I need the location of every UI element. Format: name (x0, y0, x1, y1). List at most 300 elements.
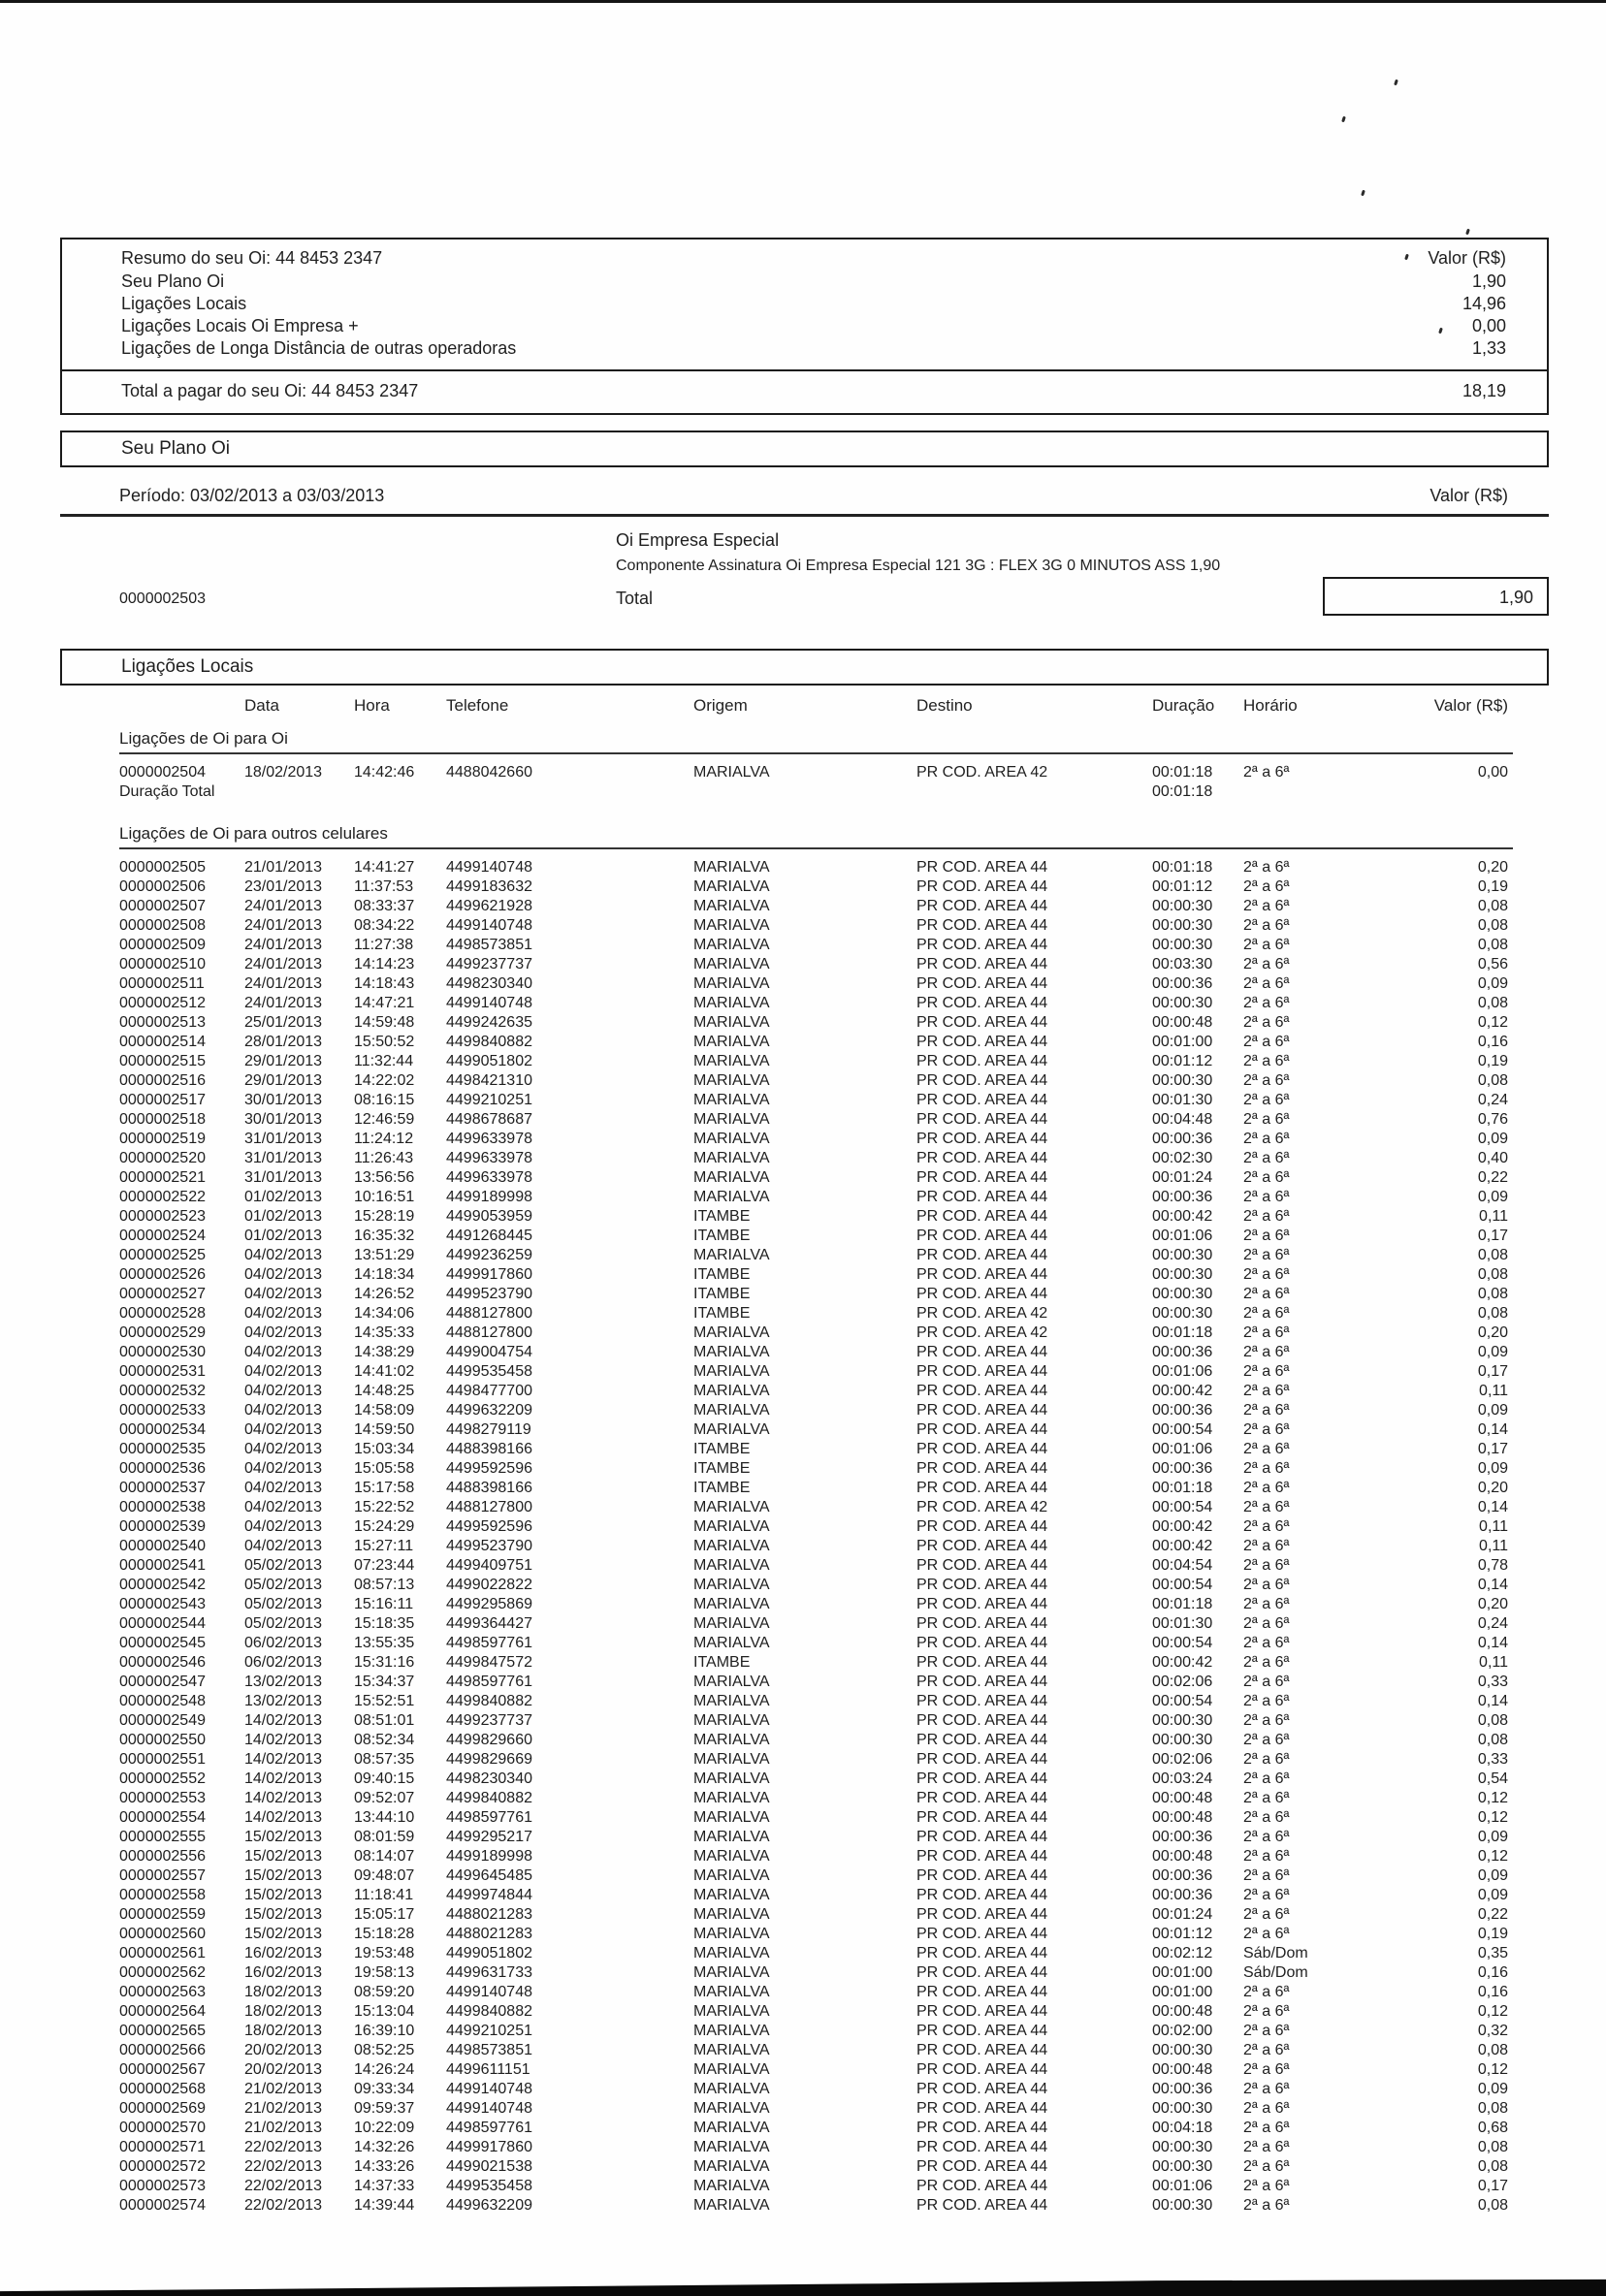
table-row (119, 2080, 1549, 2099)
call-date: 06/02/2013 (244, 1654, 323, 1671)
call-phone: 4499022822 (446, 1577, 532, 1593)
call-origin: MARIALVA (693, 1945, 770, 1961)
bill-content (60, 0, 1549, 2216)
call-duration: 00:00:36 (1152, 1829, 1213, 1845)
call-value: 0,56 (1477, 956, 1508, 973)
call-destination: PR COD. AREA 44 (916, 1790, 1048, 1806)
call-schedule: 2ª a 6ª (1243, 1189, 1290, 1205)
call-destination: PR COD. AREA 44 (916, 2120, 1048, 2136)
call-duration: 00:00:36 (1152, 2081, 1213, 2097)
call-time: 11:18:41 (354, 1887, 414, 1903)
call-destination: PR COD. AREA 42 (916, 1324, 1048, 1341)
call-duration: 00:00:30 (1152, 1305, 1213, 1322)
table-row (119, 1362, 1549, 1382)
call-phone: 4499840882 (446, 1790, 532, 1806)
call-date: 14/02/2013 (244, 1712, 323, 1729)
table-row (119, 2138, 1549, 2157)
call-date: 31/01/2013 (244, 1150, 323, 1166)
table-row (119, 1595, 1549, 1614)
call-time: 14:38:29 (354, 1344, 415, 1360)
call-duration: 00:00:36 (1152, 975, 1213, 992)
table-row (119, 1944, 1549, 1963)
call-date: 24/01/2013 (244, 975, 323, 992)
call-origin: MARIALVA (693, 1577, 770, 1593)
table-row (119, 1285, 1549, 1304)
call-duration: 00:01:06 (1152, 1363, 1213, 1380)
call-destination: PR COD. AREA 44 (916, 1557, 1048, 1574)
call-origin: MARIALVA (693, 1635, 770, 1651)
call-origin: ITAMBE (693, 1266, 751, 1283)
column-header-data: Data (244, 696, 279, 715)
call-origin: MARIALVA (693, 1092, 770, 1108)
call-schedule: 2ª a 6ª (1243, 937, 1290, 953)
call-phone: 4491268445 (446, 1228, 532, 1244)
table-row (119, 955, 1549, 974)
call-date: 05/02/2013 (244, 1577, 323, 1593)
summary-line-label: Seu Plano Oi (121, 271, 225, 291)
call-destination: PR COD. AREA 44 (916, 1926, 1048, 1942)
table-row (119, 2177, 1549, 2196)
call-origin: MARIALVA (693, 2197, 770, 2214)
call-date: 20/02/2013 (244, 2042, 323, 2058)
call-duration: 00:00:48 (1152, 1809, 1213, 1826)
call-origin: ITAMBE (693, 1228, 751, 1244)
call-origin: MARIALVA (693, 1169, 770, 1186)
call-duration: 00:03:30 (1152, 956, 1213, 973)
call-destination: PR COD. AREA 44 (916, 2197, 1048, 2214)
group-rows (119, 763, 1549, 802)
call-destination: PR COD. AREA 44 (916, 859, 1048, 876)
table-row (119, 2002, 1549, 2022)
call-origin: MARIALVA (693, 1596, 770, 1612)
call-destination: PR COD. AREA 44 (916, 1189, 1048, 1205)
call-id: 0000002526 (119, 1266, 206, 1283)
call-duration: 00:01:18 (1152, 764, 1213, 781)
call-destination: PR COD. AREA 44 (916, 1072, 1048, 1089)
table-row (119, 2022, 1549, 2041)
call-duration: 00:00:30 (1152, 937, 1213, 953)
call-value: 0,09 (1477, 1829, 1508, 1845)
call-origin: MARIALVA (693, 859, 770, 876)
call-phone: 4499840882 (446, 1693, 532, 1709)
call-phone: 4499535458 (446, 1363, 532, 1380)
call-phone: 4499632209 (446, 2197, 532, 2214)
table-row (119, 1168, 1549, 1188)
call-date: 05/02/2013 (244, 1596, 323, 1612)
call-time: 08:33:37 (354, 898, 415, 914)
call-id: 0000002527 (119, 1286, 206, 1302)
call-destination: PR COD. AREA 44 (916, 975, 1048, 992)
call-date: 14/02/2013 (244, 1770, 323, 1787)
call-time: 14:59:50 (354, 1421, 415, 1438)
call-destination: PR COD. AREA 44 (916, 898, 1048, 914)
call-id: 0000002556 (119, 1848, 206, 1865)
call-time: 15:31:16 (354, 1654, 415, 1671)
call-phone: 4499840882 (446, 1034, 532, 1050)
call-id: 0000002551 (119, 1751, 206, 1768)
call-destination: PR COD. AREA 42 (916, 1305, 1048, 1322)
divider (119, 847, 1513, 849)
table-row (119, 1905, 1549, 1925)
plan-item-code: 0000002503 (119, 590, 206, 607)
call-destination: PR COD. AREA 44 (916, 1829, 1048, 1845)
call-destination: PR COD. AREA 44 (916, 1460, 1048, 1477)
call-time: 15:05:58 (354, 1460, 415, 1477)
call-duration: 00:01:24 (1152, 1169, 1213, 1186)
call-phone: 4499974844 (446, 1887, 532, 1903)
call-schedule: Sáb/Dom (1243, 1945, 1308, 1961)
call-origin: MARIALVA (693, 2023, 770, 2039)
call-time: 08:52:25 (354, 2042, 415, 2058)
table-row (119, 1227, 1549, 1246)
call-origin: MARIALVA (693, 1518, 770, 1535)
call-origin: MARIALVA (693, 1674, 770, 1690)
call-schedule: 2ª a 6ª (1243, 878, 1290, 895)
call-duration: 00:04:48 (1152, 1111, 1213, 1128)
call-value: 0,24 (1477, 1092, 1508, 1108)
call-duration: 00:02:12 (1152, 1945, 1213, 1961)
call-value: 0,08 (1477, 1712, 1508, 1729)
call-time: 08:51:01 (354, 1712, 415, 1729)
call-duration: 00:01:30 (1152, 1092, 1213, 1108)
call-date: 04/02/2013 (244, 1499, 323, 1515)
table-row (119, 1130, 1549, 1149)
call-value: 0,12 (1477, 2003, 1508, 2020)
call-date: 16/02/2013 (244, 1964, 323, 1981)
call-destination: PR COD. AREA 44 (916, 1964, 1048, 1981)
call-origin: MARIALVA (693, 1150, 770, 1166)
call-time: 14:32:26 (354, 2139, 415, 2155)
call-duration: 00:00:42 (1152, 1654, 1213, 1671)
call-value: 0,09 (1477, 1189, 1508, 1205)
call-time: 15:27:11 (354, 1538, 414, 1554)
call-phone: 4488042660 (446, 764, 532, 781)
call-value: 0,16 (1477, 1984, 1508, 2000)
call-schedule: 2ª a 6ª (1243, 1732, 1290, 1748)
call-time: 08:34:22 (354, 917, 415, 934)
table-row (119, 2157, 1549, 2177)
call-id: 0000002538 (119, 1499, 206, 1515)
call-date: 04/02/2013 (244, 1518, 323, 1535)
call-time: 15:34:37 (354, 1674, 415, 1690)
call-id: 0000002518 (119, 1111, 206, 1128)
call-phone: 4499295869 (446, 1596, 532, 1612)
call-value: 0,11 (1479, 1383, 1508, 1399)
call-origin: ITAMBE (693, 1305, 751, 1322)
call-destination: PR COD. AREA 44 (916, 995, 1048, 1011)
call-phone: 4499364427 (446, 1615, 532, 1632)
call-phone: 4498421310 (446, 1072, 532, 1089)
call-value: 0,08 (1477, 1266, 1508, 1283)
table-row (119, 2119, 1549, 2138)
table-row (119, 1440, 1549, 1459)
call-id: 0000002534 (119, 1421, 206, 1438)
call-duration: 00:04:18 (1152, 2120, 1213, 2136)
plan-valor-header: Valor (R$) (1429, 486, 1508, 505)
call-destination: PR COD. AREA 44 (916, 1228, 1048, 1244)
call-time: 09:40:15 (354, 1770, 415, 1787)
call-destination: PR COD. AREA 44 (916, 1906, 1048, 1923)
call-schedule: 2ª a 6ª (1243, 1984, 1290, 2000)
call-value: 0,54 (1477, 1770, 1508, 1787)
call-phone: 4499237737 (446, 956, 532, 973)
call-time: 11:26:43 (354, 1150, 414, 1166)
call-duration: 00:00:48 (1152, 2003, 1213, 2020)
call-origin: MARIALVA (693, 1693, 770, 1709)
call-schedule: 2ª a 6ª (1243, 2120, 1290, 2136)
call-value: 0,16 (1477, 1034, 1508, 1050)
call-duration: 00:00:54 (1152, 1635, 1213, 1651)
call-schedule: 2ª a 6ª (1243, 1848, 1290, 1865)
call-destination: PR COD. AREA 44 (916, 1809, 1048, 1826)
call-duration: 00:00:48 (1152, 1790, 1213, 1806)
table-row (119, 1556, 1549, 1576)
call-phone: 4499140748 (446, 917, 532, 934)
call-id: 0000002554 (119, 1809, 206, 1826)
call-id: 0000002523 (119, 1208, 206, 1225)
call-duration: 00:01:24 (1152, 1906, 1213, 1923)
call-schedule: 2ª a 6ª (1243, 1887, 1290, 1903)
call-time: 08:59:20 (354, 1984, 415, 2000)
call-value: 0,08 (1477, 1072, 1508, 1089)
call-duration: 00:03:24 (1152, 1770, 1213, 1787)
call-date: 05/02/2013 (244, 1615, 323, 1632)
call-phone: 4499295217 (446, 1829, 532, 1845)
call-value: 0,19 (1477, 878, 1508, 895)
call-id: 0000002564 (119, 2003, 206, 2020)
call-date: 14/02/2013 (244, 1790, 323, 1806)
call-time: 09:52:07 (354, 1790, 415, 1806)
call-value: 0,32 (1477, 2023, 1508, 2039)
table-row (119, 858, 1549, 877)
call-time: 14:37:33 (354, 2178, 415, 2194)
call-schedule: 2ª a 6ª (1243, 1654, 1290, 1671)
call-schedule: 2ª a 6ª (1243, 956, 1290, 973)
call-value: 0,08 (1477, 2197, 1508, 2214)
call-date: 14/02/2013 (244, 1732, 323, 1748)
call-destination: PR COD. AREA 44 (916, 1693, 1048, 1709)
summary-line-label: Ligações de Longa Distância de outras operadoras (121, 338, 517, 358)
call-destination: PR COD. AREA 44 (916, 1286, 1048, 1302)
call-destination: PR COD. AREA 44 (916, 2023, 1048, 2039)
call-time: 12:46:59 (354, 1111, 415, 1128)
call-schedule: 2ª a 6ª (1243, 1770, 1290, 1787)
call-duration: 00:00:30 (1152, 1712, 1213, 1729)
call-time: 14:42:46 (354, 764, 415, 781)
call-phone: 4499523790 (446, 1538, 532, 1554)
group-title: Ligações de Oi para outros celulares (119, 824, 388, 843)
duration-total-row (119, 782, 1549, 802)
call-phone: 4499140748 (446, 995, 532, 1011)
call-origin: MARIALVA (693, 1557, 770, 1574)
call-date: 22/02/2013 (244, 2139, 323, 2155)
summary-total-label: Total a pagar do seu Oi: 44 8453 2347 (121, 381, 419, 400)
call-date: 24/01/2013 (244, 917, 323, 934)
call-date: 31/01/2013 (244, 1131, 323, 1147)
call-phone: 4499840882 (446, 2003, 532, 2020)
table-row (119, 1149, 1549, 1168)
call-date: 04/02/2013 (244, 1538, 323, 1554)
calls-section-header-label: Ligações Locais (121, 656, 254, 677)
call-phone: 4498573851 (446, 2042, 532, 2058)
summary-total-value: 18,19 (1461, 381, 1506, 400)
call-time: 15:24:29 (354, 1518, 415, 1535)
call-destination: PR COD. AREA 44 (916, 1577, 1048, 1593)
call-time: 14:22:02 (354, 1072, 415, 1089)
call-schedule: 2ª a 6ª (1243, 1363, 1290, 1380)
call-schedule: 2ª a 6ª (1243, 1615, 1290, 1632)
call-id: 0000002565 (119, 2023, 206, 2039)
call-schedule: Sáb/Dom (1243, 1964, 1308, 1981)
call-destination: PR COD. AREA 42 (916, 1499, 1048, 1515)
call-time: 09:59:37 (354, 2100, 415, 2117)
call-time: 11:37:53 (354, 878, 414, 895)
call-value: 0,09 (1477, 1460, 1508, 1477)
call-date: 04/02/2013 (244, 1286, 323, 1302)
call-destination: PR COD. AREA 44 (916, 1111, 1048, 1128)
call-schedule: 2ª a 6ª (1243, 1131, 1290, 1147)
call-phone: 4498230340 (446, 1770, 532, 1787)
call-time: 15:03:34 (354, 1441, 415, 1457)
call-duration: 00:00:54 (1152, 1421, 1213, 1438)
call-time: 15:13:04 (354, 2003, 415, 2020)
call-destination: PR COD. AREA 44 (916, 917, 1048, 934)
call-destination: PR COD. AREA 44 (916, 1131, 1048, 1147)
call-schedule: 2ª a 6ª (1243, 1150, 1290, 1166)
call-destination: PR COD. AREA 44 (916, 1596, 1048, 1612)
call-destination: PR COD. AREA 44 (916, 1480, 1048, 1496)
call-schedule: 2ª a 6ª (1243, 2139, 1290, 2155)
call-origin: MARIALVA (693, 1053, 770, 1069)
call-time: 11:27:38 (354, 937, 414, 953)
call-schedule: 2ª a 6ª (1243, 1072, 1290, 1089)
call-id: 0000002511 (119, 975, 205, 992)
call-group-oi-para-oi (60, 728, 1549, 802)
column-header-horario: Horário (1243, 696, 1298, 715)
table-row (119, 1614, 1549, 1634)
call-phone: 4499140748 (446, 1984, 532, 2000)
call-duration: 00:00:42 (1152, 1383, 1213, 1399)
summary-title: Resumo do seu Oi: 44 8453 2347 (121, 248, 383, 268)
call-value: 0,20 (1477, 1324, 1508, 1341)
call-schedule: 2ª a 6ª (1243, 1383, 1290, 1399)
call-date: 05/02/2013 (244, 1557, 323, 1574)
calls-section-header (60, 649, 1549, 686)
call-id: 0000002540 (119, 1538, 206, 1554)
call-duration: 00:00:36 (1152, 1189, 1213, 1205)
call-id: 0000002531 (119, 1363, 206, 1380)
call-time: 14:18:43 (354, 975, 415, 992)
table-row (119, 1304, 1549, 1323)
call-phone: 4488398166 (446, 1441, 532, 1457)
table-row (119, 1634, 1549, 1653)
call-time: 11:32:44 (354, 1053, 414, 1069)
call-schedule: 2ª a 6ª (1243, 1596, 1290, 1612)
call-value: 0,09 (1477, 1402, 1508, 1419)
call-origin: ITAMBE (693, 1460, 751, 1477)
call-origin: MARIALVA (693, 1809, 770, 1826)
call-origin: MARIALVA (693, 1829, 770, 1845)
call-origin: MARIALVA (693, 2120, 770, 2136)
call-date: 21/02/2013 (244, 2081, 323, 2097)
call-origin: MARIALVA (693, 1984, 770, 2000)
call-id: 0000002544 (119, 1615, 206, 1632)
column-header-destino: Destino (916, 696, 973, 715)
call-value: 0,16 (1477, 1964, 1508, 1981)
call-date: 29/01/2013 (244, 1053, 323, 1069)
call-schedule: 2ª a 6ª (1243, 2023, 1290, 2039)
call-value: 0,17 (1477, 2178, 1508, 2194)
call-destination: PR COD. AREA 44 (916, 1712, 1048, 1729)
call-time: 08:14:07 (354, 1848, 415, 1865)
call-id: 0000002552 (119, 1770, 206, 1787)
call-schedule: 2ª a 6ª (1243, 917, 1290, 934)
call-value: 0,09 (1477, 2081, 1508, 2097)
call-id: 0000002548 (119, 1693, 206, 1709)
table-row (119, 1459, 1549, 1479)
call-date: 16/02/2013 (244, 1945, 323, 1961)
table-row (119, 916, 1549, 936)
duration-total-label: Duração Total (119, 783, 215, 800)
call-value: 0,22 (1477, 1906, 1508, 1923)
call-origin: MARIALVA (693, 2003, 770, 2020)
call-duration: 00:00:36 (1152, 1867, 1213, 1884)
table-row (119, 877, 1549, 897)
call-time: 08:52:34 (354, 1732, 415, 1748)
table-row (119, 2196, 1549, 2216)
call-origin: MARIALVA (693, 917, 770, 934)
plan-item-component: Componente Assinatura Oi Empresa Especial 121 3G : FLEX 3G 0 MINUTOS ASS 1,90 (616, 558, 1221, 574)
call-schedule: 2ª a 6ª (1243, 1441, 1290, 1457)
call-origin: MARIALVA (693, 2081, 770, 2097)
call-time: 15:52:51 (354, 1693, 415, 1709)
call-date: 15/02/2013 (244, 1848, 323, 1865)
call-schedule: 2ª a 6ª (1243, 1402, 1290, 1419)
call-duration: 00:00:30 (1152, 2139, 1213, 2155)
call-phone: 4499051802 (446, 1053, 532, 1069)
call-id: 0000002522 (119, 1189, 206, 1205)
call-schedule: 2ª a 6ª (1243, 1014, 1290, 1031)
call-value: 0,09 (1477, 1867, 1508, 1884)
call-id: 0000002530 (119, 1344, 206, 1360)
call-date: 04/02/2013 (244, 1402, 323, 1419)
call-id: 0000002505 (119, 859, 206, 876)
call-destination: PR COD. AREA 44 (916, 1674, 1048, 1690)
call-destination: PR COD. AREA 44 (916, 1441, 1048, 1457)
call-duration: 00:00:36 (1152, 1131, 1213, 1147)
call-schedule: 2ª a 6ª (1243, 2061, 1290, 2078)
call-phone: 4499633978 (446, 1169, 532, 1186)
call-id: 0000002558 (119, 1887, 206, 1903)
call-id: 0000002520 (119, 1150, 206, 1166)
call-phone: 4499917860 (446, 1266, 532, 1283)
call-id: 0000002532 (119, 1383, 206, 1399)
call-value: 0,11 (1479, 1518, 1508, 1535)
call-value: 0,14 (1477, 1421, 1508, 1438)
table-row (119, 1013, 1549, 1033)
call-value: 0,09 (1477, 1131, 1508, 1147)
call-destination: PR COD. AREA 44 (916, 1247, 1048, 1263)
summary-line-label: Ligações Locais Oi Empresa + (121, 316, 359, 335)
call-duration: 00:04:54 (1152, 1557, 1213, 1574)
call-date: 31/01/2013 (244, 1169, 323, 1186)
call-schedule: 2ª a 6ª (1243, 2003, 1290, 2020)
call-value: 0,19 (1477, 1053, 1508, 1069)
call-id: 0000002568 (119, 2081, 206, 2097)
call-origin: MARIALVA (693, 1111, 770, 1128)
plan-item (60, 517, 1549, 633)
call-time: 15:18:35 (354, 1615, 415, 1632)
